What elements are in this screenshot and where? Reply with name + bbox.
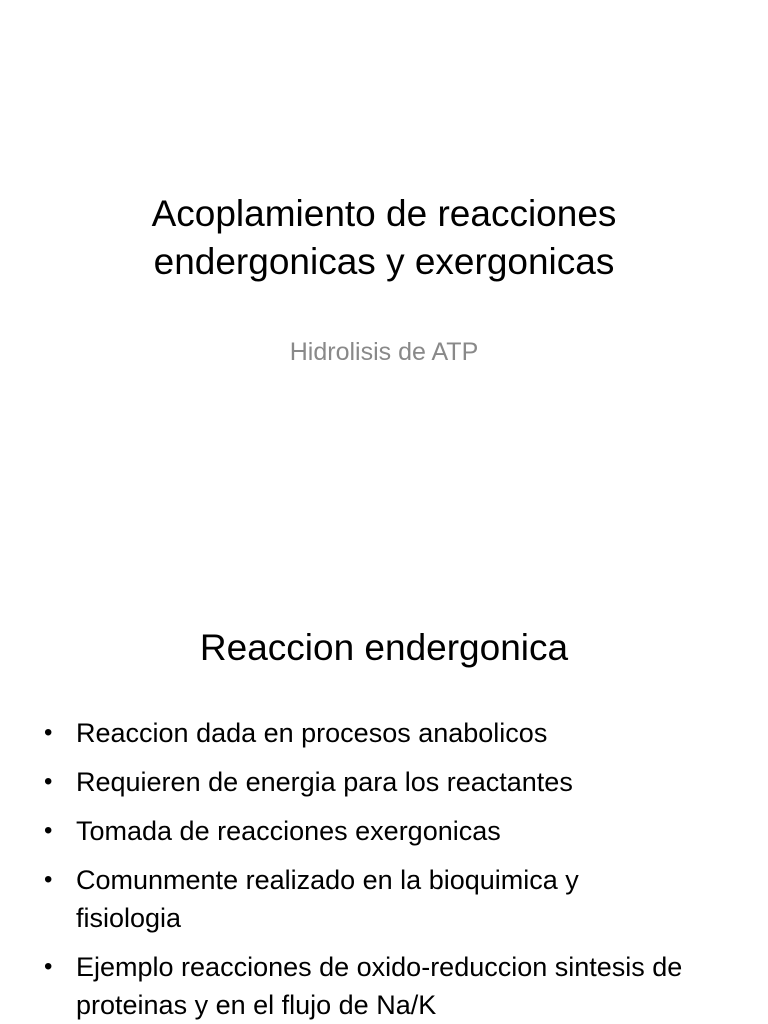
bullet-text: Ejemplo reacciones de oxido-reduccion sintesis de proteinas y en el flujo de Na/K: [76, 952, 683, 1020]
list-item: [40, 948, 690, 1024]
bullet-icon: •: [44, 768, 53, 795]
bullet-text: Reaccion dada en procesos anabolicos: [76, 718, 548, 748]
list-item: [40, 861, 690, 937]
slide-title: Reaccion endergonica: [199, 627, 569, 668]
bullet-icon: •: [44, 817, 53, 844]
list-item: [40, 812, 690, 850]
content-slide: [0, 576, 768, 1024]
list-item: [40, 763, 690, 801]
bullet-text: Requieren de energia para los reactantes: [76, 767, 573, 797]
bullet-text: Tomada de reacciones exergonicas: [76, 816, 501, 846]
bullet-icon: •: [44, 719, 53, 746]
list-item: [40, 714, 690, 752]
bullet-text: Comunmente realizado en la bioquimica y fisiologia: [76, 865, 579, 933]
bullet-icon: •: [44, 953, 53, 980]
bullet-icon: •: [44, 866, 53, 893]
presentation-title: Acoplamiento de reacciones endergonicas y exergonicas: [151, 193, 617, 282]
presentation-subtitle: Hidrolisis de ATP: [289, 338, 479, 366]
bullet-list: [40, 714, 690, 1024]
